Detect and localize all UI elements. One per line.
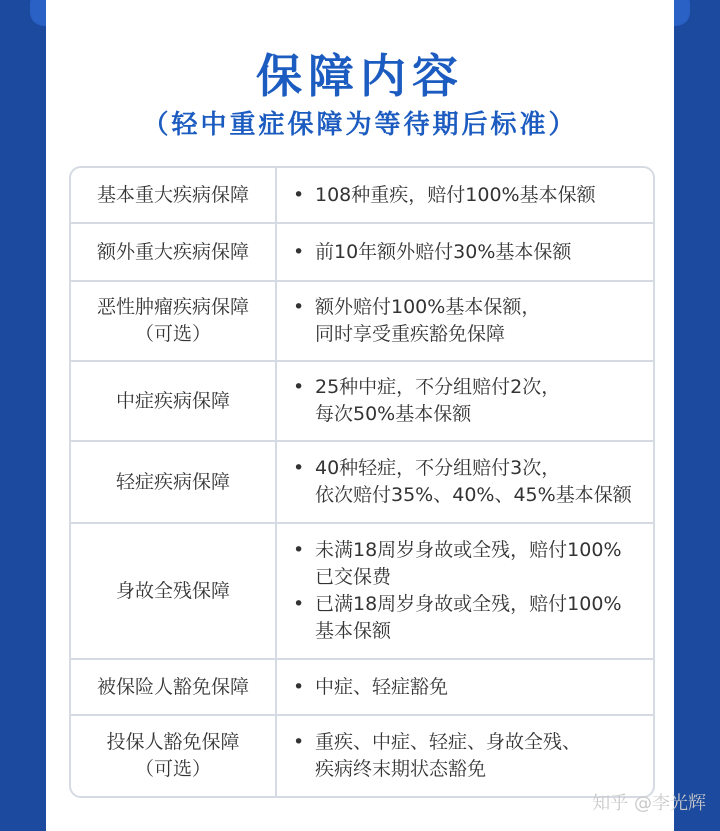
bullet-dot-icon: • (293, 593, 305, 615)
coverage-name (71, 524, 277, 658)
coverage-name-line: （可选） (134, 758, 211, 780)
coverage-description (277, 362, 653, 440)
bullet-item (293, 455, 643, 509)
bullet-text: 中症、轻症豁免 (315, 675, 449, 698)
coverage-name (71, 716, 277, 796)
bullet-item (293, 239, 643, 266)
coverage-description (277, 442, 653, 522)
page-title: 保障内容 (256, 49, 464, 103)
table-row (71, 440, 653, 522)
bullet-dot-icon: • (293, 731, 305, 753)
coverage-name-line: 被保险人豁免保障 (96, 675, 249, 698)
bullet-item (293, 294, 643, 348)
bullet-dot-icon: • (293, 240, 305, 263)
page-subtitle: （轻中重症保障为等待期后标准） (142, 110, 578, 140)
coverage-name (71, 660, 277, 714)
coverage-name (71, 362, 277, 440)
coverage-name-line: 基本重大疾病保障 (96, 183, 249, 206)
coverage-name-line: 中症疾病保障 (115, 389, 230, 412)
bullet-dot-icon: • (293, 296, 305, 318)
table-row (71, 522, 653, 658)
table-row (71, 168, 653, 222)
coverage-description (277, 168, 653, 222)
coverage-description (277, 524, 653, 658)
coverage-name-line: 身故全残保障 (115, 579, 230, 602)
coverage-name-line: （可选） (134, 323, 211, 345)
coverage-name (71, 224, 277, 280)
bullet-dot-icon: • (293, 539, 305, 561)
table-row (71, 714, 653, 796)
bullet-item (293, 591, 643, 645)
coverage-name-line: 投保人豁免保障 (106, 731, 240, 753)
coverage-name-line: 恶性肿瘤疾病保障 (96, 296, 249, 318)
coverage-description (277, 716, 653, 796)
bullet-item (293, 374, 643, 428)
bullet-dot-icon: • (293, 675, 305, 698)
bullet-text: 25种中症，不分组赔付2次， 每次50%基本保额 (315, 376, 561, 425)
coverage-name-line: 额外重大疾病保障 (96, 240, 249, 263)
bullet-item (293, 674, 643, 701)
bullet-dot-icon: • (293, 183, 305, 206)
coverage-name (71, 282, 277, 360)
bullet-text: 前10年额外赔付30%基本保额 (315, 240, 572, 263)
coverage-description (277, 282, 653, 360)
table-row (71, 658, 653, 714)
table-row (71, 280, 653, 360)
coverage-name (71, 168, 277, 222)
bullet-text: 40种轻症，不分组赔付3次， 依次赔付35%、40%、45%基本保额 (315, 457, 632, 506)
table-row (71, 360, 653, 440)
coverage-table (69, 166, 655, 798)
bullet-text: 重疾、中症、轻症、身故全残、 疾病终末期状态豁免 (315, 731, 582, 780)
coverage-name (71, 442, 277, 522)
coverage-description (277, 224, 653, 280)
coverage-name-line: 轻症疾病保障 (115, 470, 230, 493)
bullet-dot-icon: • (293, 376, 305, 398)
bullet-dot-icon: • (293, 457, 305, 479)
bullet-text: 额外赔付100%基本保额， 同时享受重疾豁免保障 (315, 296, 541, 345)
watermark: 知乎 @李光辉 (592, 793, 706, 814)
bullet-text: 已满18周岁身故或全残，赔付100% 基本保额 (315, 593, 622, 642)
bullet-item (293, 729, 643, 783)
bullet-item (293, 182, 643, 209)
coverage-description (277, 660, 653, 714)
bullet-text: 未满18周岁身故或全残，赔付100% 已交保费 (315, 539, 622, 588)
bullet-item (293, 537, 643, 591)
bullet-text: 108种重疾，赔付100%基本保额 (315, 183, 596, 206)
table-row (71, 222, 653, 280)
